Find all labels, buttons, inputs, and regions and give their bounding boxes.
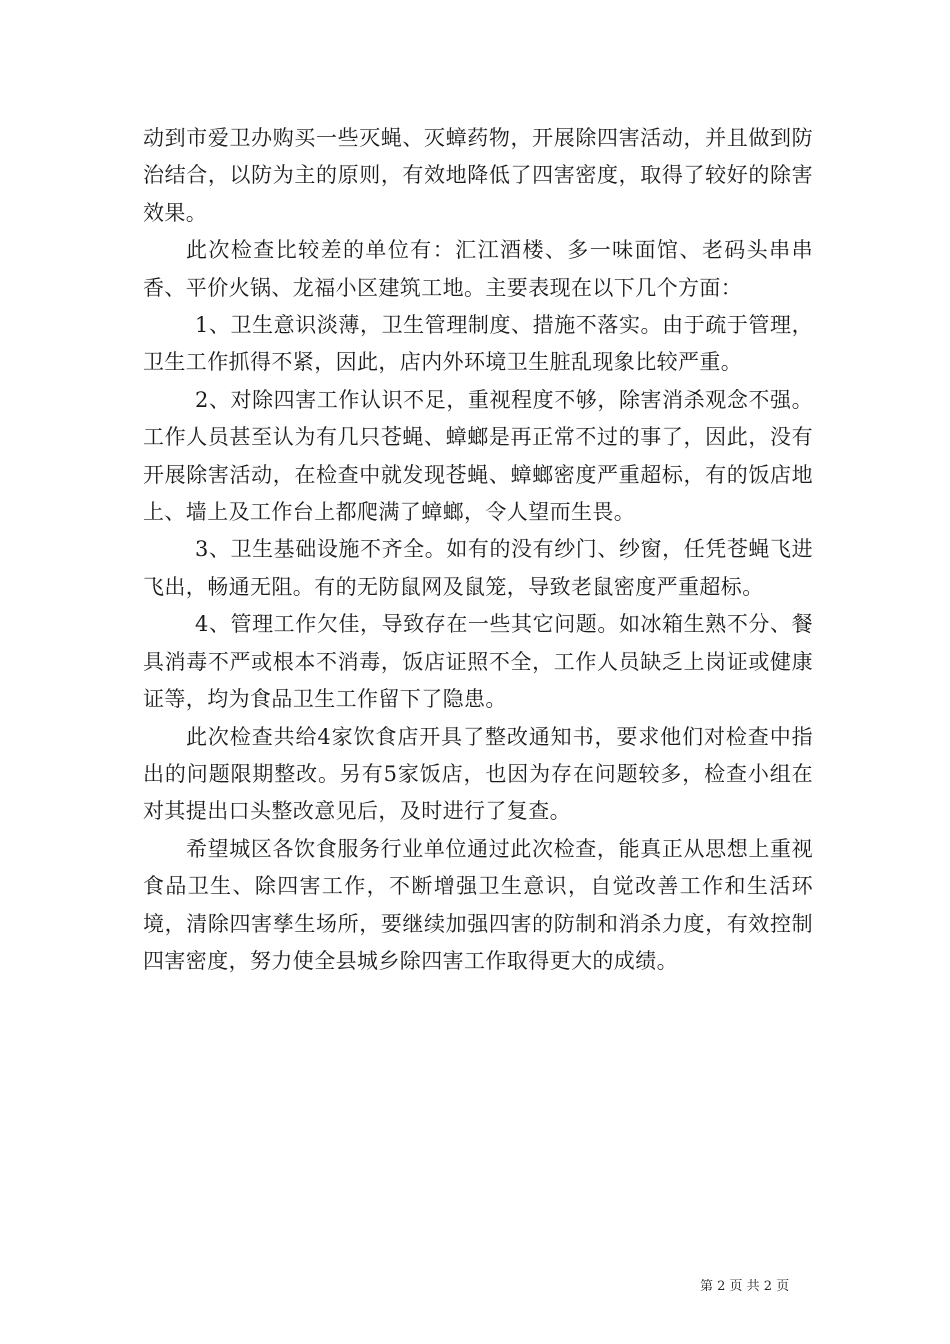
paragraph-rectification: 此次检查共给4家饮食店开具了整改通知书，要求他们对检查中指出的问题限期整改。另有5家饭店，也因为存在问题较多，检查小组在对其提出口头整改意见后，及时进行了复查。 [143, 724, 813, 824]
paragraph-item-3: 3、卫生基础设施不齐全。如有的没有纱门、纱窗，任凭苍蝇飞进飞出，畅通无阻。有的无防鼠网及鼠笼，导致老鼠密度严重超标。 [143, 537, 813, 599]
paragraph-item-1: 1、卫生意识淡薄，卫生管理制度、措施不落实。由于疏于管理，卫生工作抓得不紧，因此，店内外环境卫生脏乱现象比较严重。 [143, 313, 813, 375]
paragraph-item-4: 4、管理工作欠佳，导致存在一些其它问题。如冰箱生熟不分、餐具消毒不严或根本不消毒，饭店证照不全，工作人员缺乏上岗证或健康证等，均为食品卫生工作留下了隐患。 [143, 612, 813, 712]
paragraph-continuation: 动到市爱卫办购买一些灭蝇、灭蟑药物，开展除四害活动，并且做到防治结合，以防为主的原则，有效地降低了四害密度，取得了较好的除害效果。 [143, 126, 813, 225]
page-number: 第 2 页 共 2 页 [700, 1279, 790, 1294]
paragraph-poor-units: 此次检查比较差的单位有：汇江酒楼、多一味面馆、老码头串串香、平价火锅、龙福小区建筑工地。主要表现在以下几个方面： [143, 238, 813, 300]
paragraph-item-2: 2、对除四害工作认识不足，重视程度不够，除害消杀观念不强。工作人员甚至认为有几只苍蝇、蟑螂是再正常不过的事了，因此，没有开展除害活动，在检查中就发现苍蝇、蟑螂密度严重超标，有的饭店地上、墙上及工作台上都爬满了蟑螂，令人望而生畏。 [143, 387, 813, 525]
document-body [143, 120, 813, 980]
paragraph-conclusion: 希望城区各饮食服务行业单位通过此次检查，能真正从思想上重视食品卫生、除四害工作，不断增强卫生意识，自觉改善工作和生活环境，清除四害孳生场所，要继续加强四害的防制和消杀力度，有效控制四害密度，努力使全县城乡除四害工作取得更大的成绩。 [143, 836, 813, 973]
